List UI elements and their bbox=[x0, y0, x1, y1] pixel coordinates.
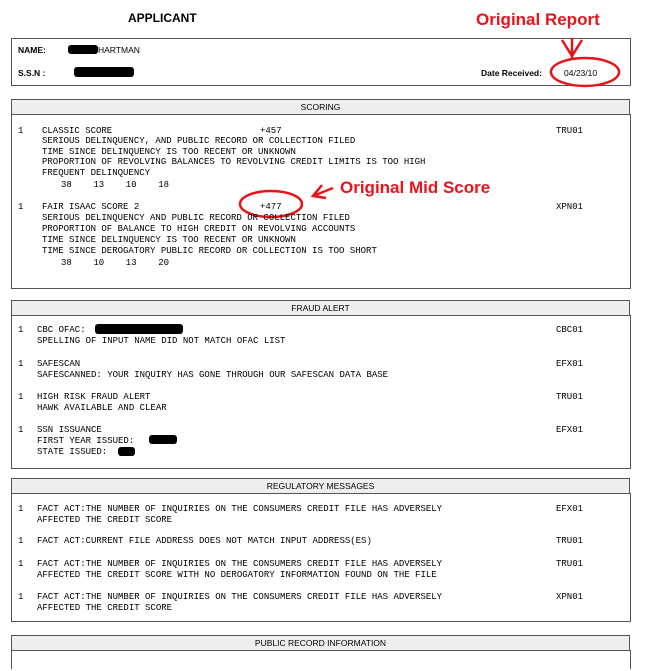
score-bureau: XPN01 bbox=[556, 202, 584, 212]
regulatory-message: FACT ACT:THE NUMBER OF INQUIRIES ON THE CONSUMERS CREDIT FILE HAS ADVERSELY bbox=[37, 504, 443, 514]
regulatory-entry-num: 1 bbox=[18, 504, 24, 514]
ssn-label: S.S.N : bbox=[18, 68, 46, 78]
ssn-redaction bbox=[74, 67, 134, 77]
regulatory-bureau: TRU01 bbox=[556, 559, 584, 569]
score-reason: FREQUENT DELINQUENCY bbox=[42, 168, 151, 178]
regulatory-entry-num: 1 bbox=[18, 592, 24, 602]
name-value: HARTMAN bbox=[98, 45, 140, 55]
score-reason: TIME SINCE DELINQUENCY IS TOO RECENT OR UNKNOWN bbox=[42, 147, 296, 157]
name-label: NAME: bbox=[18, 45, 46, 55]
fraud-bureau: CBC01 bbox=[556, 325, 584, 335]
fraud-heading: SSN ISSUANCE bbox=[37, 425, 102, 435]
score-reason: SERIOUS DELINQUENCY, AND PUBLIC RECORD OR COLLECTION FILED bbox=[42, 136, 356, 146]
original-mid-score-annotation: Original Mid Score bbox=[340, 178, 491, 197]
regulatory-message: AFFECTED THE CREDIT SCORE WITH NO DEROGATORY INFORMATION FOUND ON THE FILE bbox=[37, 570, 437, 580]
scoring-section-header: SCORING bbox=[11, 99, 630, 115]
fraud-bureau: EFX01 bbox=[556, 425, 584, 435]
score-heading: FAIR ISAAC SCORE 2 bbox=[42, 202, 140, 212]
regulatory-bureau: EFX01 bbox=[556, 504, 584, 514]
score-heading: CLASSIC SCORE bbox=[42, 126, 113, 136]
fraud-detail: HAWK AVAILABLE AND CLEAR bbox=[37, 403, 167, 413]
fraud-entry-num: 1 bbox=[18, 392, 24, 402]
regulatory-entry-num: 1 bbox=[18, 559, 24, 569]
score-entry-num: 1 bbox=[18, 126, 24, 136]
score-reason: PROPORTION OF REVOLVING BALANCES TO REVOLVING CREDIT LIMITS IS TOO HIGH bbox=[42, 157, 426, 167]
regulatory-message: FACT ACT:THE NUMBER OF INQUIRIES ON THE CONSUMERS CREDIT FILE HAS ADVERSELY bbox=[37, 592, 443, 602]
fraud-bureau: TRU01 bbox=[556, 392, 584, 402]
regulatory-bureau: TRU01 bbox=[556, 536, 584, 546]
regulatory-message: AFFECTED THE CREDIT SCORE bbox=[37, 515, 173, 525]
fraud-entry-num: 1 bbox=[18, 325, 24, 335]
fraud-alert-section-header: FRAUD ALERT bbox=[11, 300, 630, 316]
score-reason: TIME SINCE DELINQUENCY IS TOO RECENT OR UNKNOWN bbox=[42, 235, 296, 245]
score-bureau: TRU01 bbox=[556, 126, 584, 136]
regulatory-message: AFFECTED THE CREDIT SCORE bbox=[37, 603, 173, 613]
name-redaction bbox=[68, 45, 98, 54]
fraud-bureau: EFX01 bbox=[556, 359, 584, 369]
fraud-detail: STATE ISSUED: bbox=[37, 447, 108, 457]
score-value: +477 bbox=[260, 202, 282, 212]
regulatory-bureau: XPN01 bbox=[556, 592, 584, 602]
score-reason-codes: 38 13 10 18 bbox=[61, 180, 170, 190]
score-entry-num: 1 bbox=[18, 202, 24, 212]
score-value: +457 bbox=[260, 126, 282, 136]
ofac-redaction bbox=[95, 324, 183, 334]
score-reason: PROPORTION OF BALANCE TO HIGH CREDIT ON REVOLVING ACCOUNTS bbox=[42, 224, 356, 234]
fraud-entry-num: 1 bbox=[18, 359, 24, 369]
state-redaction bbox=[118, 447, 135, 456]
fraud-detail: SPELLING OF INPUT NAME DID NOT MATCH OFAC LIST bbox=[37, 336, 286, 346]
fraud-detail: SAFESCANNED: YOUR INQUIRY HAS GONE THROUGH OUR SAFESCAN DATA BASE bbox=[37, 370, 389, 380]
regulatory-message: FACT ACT:CURRENT FILE ADDRESS DOES NOT MATCH INPUT ADDRESS(ES) bbox=[37, 536, 372, 546]
date-received-label: Date Received: bbox=[481, 68, 542, 78]
score-reason: SERIOUS DELINQUENCY AND PUBLIC RECORD OR COLLECTION FILED bbox=[42, 213, 350, 223]
original-report-annotation: Original Report bbox=[476, 10, 600, 29]
fraud-heading: CBC OFAC: bbox=[37, 325, 86, 335]
regulatory-entry-num: 1 bbox=[18, 536, 24, 546]
score-reason: TIME SINCE DEROGATORY PUBLIC RECORD OR COLLECTION IS TOO SHORT bbox=[42, 246, 377, 256]
regulatory-section-header: REGULATORY MESSAGES bbox=[11, 478, 630, 494]
fraud-detail: FIRST YEAR ISSUED: bbox=[37, 436, 135, 446]
regulatory-message: FACT ACT:THE NUMBER OF INQUIRIES ON THE CONSUMERS CREDIT FILE HAS ADVERSELY bbox=[37, 559, 443, 569]
date-received-value: 04/23/10 bbox=[564, 68, 598, 78]
public-record-section-header: PUBLIC RECORD INFORMATION bbox=[11, 635, 630, 651]
score-reason-codes: 38 10 13 20 bbox=[61, 258, 170, 268]
fraud-heading: SAFESCAN bbox=[37, 359, 81, 369]
public-record-section-box bbox=[11, 650, 631, 669]
fraud-heading: HIGH RISK FRAUD ALERT bbox=[37, 392, 151, 402]
fraud-entry-num: 1 bbox=[18, 425, 24, 435]
applicant-title: APPLICANT bbox=[128, 11, 197, 25]
first-year-redaction bbox=[149, 435, 177, 444]
